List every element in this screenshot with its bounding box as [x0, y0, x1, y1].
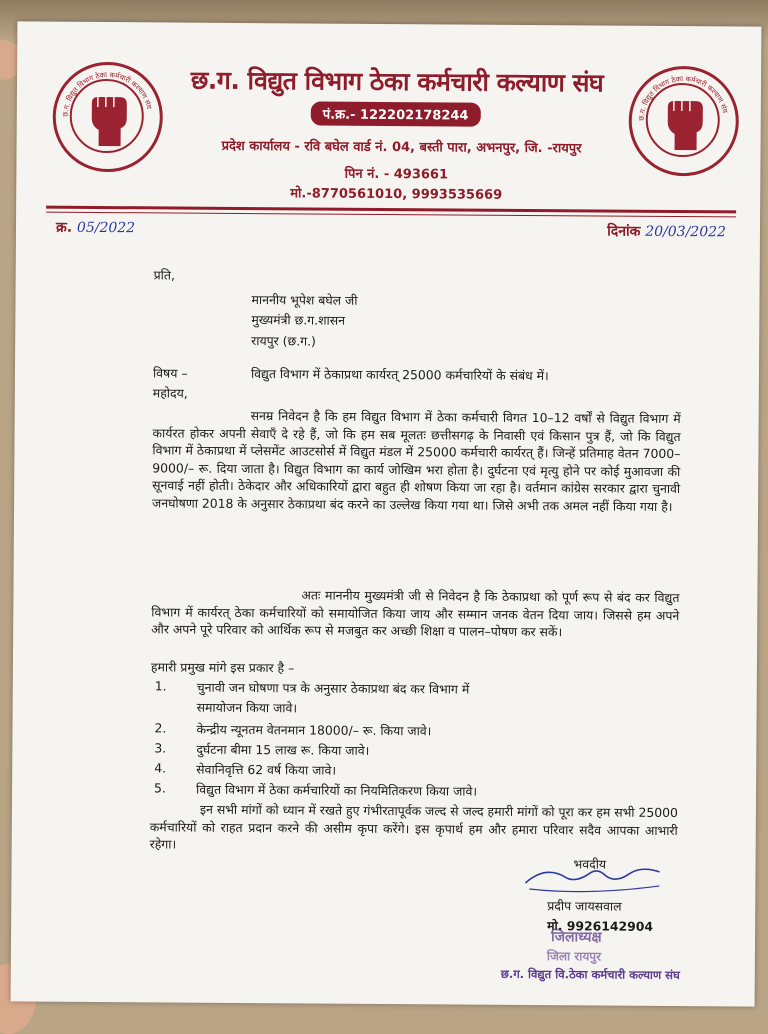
letter-page [11, 21, 762, 1006]
subject-text: विद्युत विभाग में ठेकाप्रथा कार्यरत् 25000 कर्मचारियों के संबंध में। [250, 366, 549, 384]
contact-numbers: मो.-8770561010, 9993535669 [290, 186, 503, 203]
letter-body [11, 21, 762, 1006]
recipient-name: माननीय भूपेश बघेल जी [251, 292, 358, 308]
demand-number: 2. [154, 720, 167, 736]
signatory-mobile: मो. 9926142904 [547, 918, 654, 934]
demand-item-continued: समायोजन किया जावे। [196, 699, 298, 716]
demand-item: केन्द्रीय न्यूनतम वेतनमान 18000/– रू. किया जावे। [196, 721, 432, 739]
paragraph-2: अतः माननीय मुख्यमंत्री जी से निवेदन है कि ठेकाप्रथा को पूर्ण रूप से बंद कर विद्युत विभाग में कार्यरत् ठेका कर्मचारियों को समायोजित किया जाय और सम्मान जनक वेतन दिया जाय। जिससे हम अपने और अपने पूरे परिवार को आर्थिक रूप से मजबुत कर अच्छी शिक्षा व पालन–पोषण कर सकें। [151, 587, 680, 640]
demand-number: 3. [154, 740, 167, 756]
handwritten-signature [519, 861, 679, 896]
pin-code: पिन नं. - 493661 [344, 166, 449, 183]
organization-name: छ.ग. विद्युत विभाग ठेका कर्मचारी कल्याण संघ [190, 65, 604, 98]
signoff-bhavdiya: भवदीय [573, 856, 607, 872]
closing-paragraph: इन सभी मांगों को ध्यान में रखते हुए गंभीरतापूर्वक जल्द से जल्द हमारी मांगों को पूरा कर हम सभी 25000 कर्मचारियों को राहत प्रदान करने की असीम कृपा करेंगे। इस कृपार्थ हम और हमारा परिवार सदैव आपका आभारी रहेगा। [149, 801, 678, 852]
reference-label: क्र. [55, 219, 73, 236]
demand-number: 4. [154, 760, 167, 776]
demand-number: 5. [154, 780, 166, 796]
stamp-district: जिला रायपुर [546, 949, 602, 964]
date-value: 20/03/2022 [645, 223, 727, 241]
office-address: प्रदेश कार्यालय - रवि बघेल वार्ड नं. 04, बस्ती पारा, अभनपुर, जि. -रायपुर [221, 138, 582, 157]
recipient-prati: प्रति, [153, 267, 175, 283]
paragraph-1: सनम्र निवेदन है कि हम विद्युत विभाग में ठेका कर्मचारी विगत 10–12 वर्षों से विद्युत विभाग में कार्यरत होकर अपनी सेवाएँ दे रहे हैं, जो कि हम सब मूलतः छत्तीसगढ़ के निवासी एवं किसान पुत्र हैं, जो कि विद्युत विभाग में ठेकाप्रथा में प्लेसमेंट आउटसोर्स में विद्युत मंडल में 25000 कर्मचारी कार्यरत् हैं। जिन्हें प्रतिमाह वेतन 7000–9000/– रू. दिया जाता है। विद्युत विभाग का कार्य जोखिम भरा होता है। दुर्घटना एवं मृत्यु होने पर कोई मुआवजा की सूनवाई नहीं होती। ठेकेदार और अधिकारियों द्वारा बहुत ही शोषण किया जा रहा है। वर्तमान कांग्रेस सरकार द्वारा चुनावी जनघोषणा 2018 के अनुसार ठेकाप्रथा बंद करने का उल्लेख किया गया था। जिसे अभी तक अमल नहीं किया गया है। [152, 408, 681, 514]
signatory-name: प्रदीप जायसवाल [547, 898, 622, 914]
demands-intro: हमारी प्रमुख मांगे इस प्रकार है – [150, 659, 295, 676]
salutation: महोदय, [152, 385, 188, 401]
demand-number: 1. [154, 678, 167, 694]
reference-value: 05/2022 [76, 219, 136, 237]
office-stamp [501, 923, 711, 990]
subject-label: विषय – [152, 365, 188, 381]
stamp-designation: जिलाध्यक्ष [550, 929, 602, 946]
recipient-place: रायपुर (छ.ग.) [251, 333, 316, 349]
recipient-designation: मुख्यमंत्री छ.ग.शासन [251, 312, 346, 328]
demand-item: चुनावी जन घोषणा पत्र के अनुसार ठेकाप्रथा बंद कर विभाग में [196, 679, 470, 697]
seal-right-text: छ.ग. विद्युत विभाग ठेका कर्मचारी कल्याण संघ [637, 74, 729, 121]
demand-item: विद्युत विभाग में ठेका कर्मचारियों का नियमितिकरण किया जावे। [196, 781, 478, 799]
date-label: दिनांक [607, 223, 641, 240]
stamp-organization: छ.ग. विद्युत वि.ठेका कर्मचारी कल्याण संघ [500, 966, 680, 983]
demand-item: सेवानिवृत्ति 62 वर्ष किया जावे। [196, 761, 337, 778]
seal-left-text: छ.ग. विद्युत विभाग ठेका कर्मचारी कल्याण संघ [61, 70, 153, 117]
demand-item: दुर्घटना बीमा 15 लाख रू. किया जावे। [196, 741, 370, 758]
registration-number: पं.क्र.- 122202178244 [311, 101, 481, 126]
